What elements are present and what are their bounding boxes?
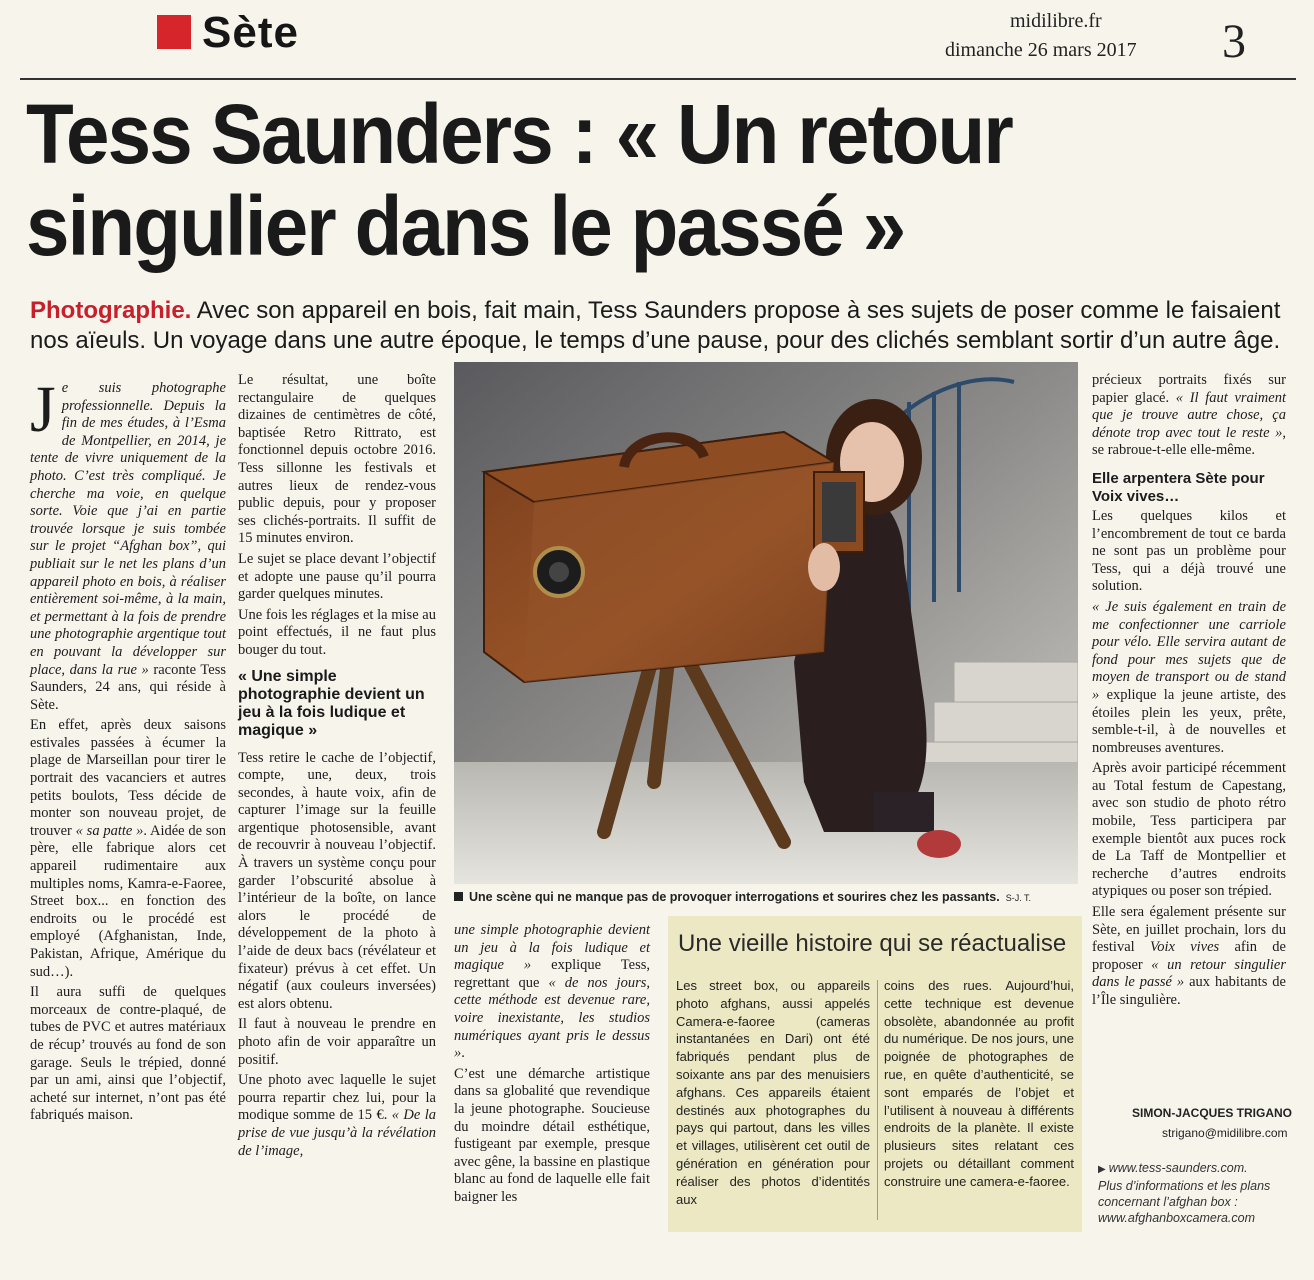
- headline-line-2: singulier dans le passé »: [26, 179, 905, 273]
- paragraph: Après avoir participé récemment au Total festum de Capestang, avec son studio de photo rétro mobile, Tess participera par exemple bientôt aux puces rock de La Taff de Montpellier et recherche d’autres endroits atypiques ou poser son trépied.: [1092, 760, 1286, 900]
- byline: SIMON-JACQUES TRIGANO: [1132, 1106, 1293, 1120]
- arrow-icon: ▶: [1098, 1164, 1106, 1175]
- column-5: [1092, 372, 1286, 1013]
- paragraph: Le sujet se place devant l’objectif et adopte une pause qu’il pourra garder quelques minutes.: [238, 550, 436, 603]
- caption-square-icon: [454, 892, 463, 901]
- headline: [26, 88, 1205, 272]
- paragraph: Une fois les réglages et la mise au point effectués, il ne faut plus bouger du tout.: [238, 606, 436, 658]
- standfirst-text: Avec son appareil en bois, fait main, Tess Saunders propose à ses sujets de poser comme le faisaient nos aïeuls. Un voyage dans une autre époque, le temps d’une pause, pour des clichés semblant sortir d’un autre âge.: [30, 297, 1281, 354]
- publication-date: dimanche 26 mars 2017: [945, 39, 1137, 61]
- paragraph: Tess retire le cache de l’objectif, compte, une, deux, trois secondes, à haute voix, afin de capturer l’image sur la feuille argentique photosensible, avant de recouvrir à nouveau l’objectif. À travers un système conçu pour garder l’obscurité absolue à l’intérieur de la boîte, on lance alors le procédé de développement de la photo à l’aide de deux bacs (révélateur et fixateur) prévus à cet effet. Un négatif (aux couleurs inversées) est alors obtenu.: [238, 749, 436, 1012]
- paragraph: Il faut à nouveau le prendre en photo afin de voir apparaître un positif.: [238, 1016, 436, 1068]
- dropcap: J: [30, 373, 56, 446]
- paragraph: « Je suis également en train de me confectionner une carriole pour vélo. Elle servira autant de fond pour mes sujets que de moyen de transport ou de stand » explique la jeune artiste, des étoiles plein les yeux, prête, semble-t-il, à de nouvelles et nombreuses aventures.: [1092, 598, 1286, 756]
- photo-credit: S-J. T.: [1005, 893, 1032, 903]
- paragraph: Les quelques kilos et l’encombrement de tout ce barda ne sont pas un problème pour Tess, qui a déjà trouvé une solution.: [1092, 507, 1286, 595]
- sidebar-column-2: coins des rues. Aujourd’hui, cette technique est devenue obsolète, abandonnée au profit du numérique. De nos jours, une poignée de photographes de rue, en quête d’authenticité, se sont emparés de l’objet et l’utilisent à nouveau à différents endroits de la planète. Il existe plusieurs sites relatant ces projets ou détaillant comment construire une camera-e-faoree.: [884, 978, 1074, 1189]
- section-marker: [157, 15, 191, 49]
- related-links: [1098, 1160, 1288, 1226]
- standfirst: [30, 296, 1294, 356]
- links-text: Plus d’informations et les plans concernant l’afghan box :: [1098, 1179, 1271, 1209]
- paragraph: Une photo avec laquelle le sujet pourra repartir chez lui, pour la modique somme de 15 €. « De la prise de vue jusqu’à la révélation de l’image,: [238, 1072, 436, 1159]
- paragraph: Le résultat, une boîte rectangulaire de quelques dizaines de centimètres de côté, baptisée Retro Rittrato, est fonctionnel depuis octobre 2016. Tess sillonne les festivals et autres lieux de rendez-vous public depuis, pour y proposer ses clichés-portraits. Il suffit de 15 minutes environ.: [238, 372, 436, 547]
- intro-quote: e suis photographe professionnelle. Depuis la fin de mes études, à l’Esma de Montpellier, en 2014, je tente de vivre uniquement de la photo. C’est très compliqué. Je cherche ma voie, en quelque sorte. Voie que j’ai en partie trouvée lorsque je suis tombée sur le projet “Afghan box”, qui publiait sur le net les plans d’un appareil photo en bois, à réaliser entièrement soi-même, à la main, et permettant à la fois de prendre une photographie argentique tout en pouvant la développer sur place, dans la rue »: [30, 380, 226, 678]
- section-name: Sète: [202, 8, 299, 57]
- link-afghanbox[interactable]: www.afghanboxcamera.com: [1098, 1211, 1256, 1225]
- photo-caption: Une scène qui ne manque pas de provoquer interrogations et sourires chez les passants. S-J. T.: [454, 890, 1080, 904]
- article-photo: [454, 362, 1078, 884]
- paragraph: une simple photographie devient un jeu à la fois ludique et magique » explique Tess, regrettant que « de nos jours, cette méthode est devenue rare, voire inexistante, les studios numériques ayant pris le dessus ».: [454, 922, 650, 1062]
- column-3: [454, 922, 650, 1210]
- kicker: Photographie.: [30, 297, 192, 324]
- site-name: midilibre.fr: [1010, 10, 1102, 32]
- page-number: 3: [1222, 15, 1246, 68]
- paragraph: C’est une démarche artistique dans sa globalité que revendique la jeune photographe. Soucieuse du moindre détail esthétique, fustigeant par exemple, presque avec gêne, la bassine en plastique blanc au fond de laquelle elle fait baigner les: [454, 1065, 650, 1205]
- sidebar-column-1: Les street box, ou appareils photo afghans, aussi appelés Camera-e-faoree (cameras instantanées en Dari) ont été fabriqués pendant plus de soixante ans par des menuisiers afghans. Ces appareils étaient destinés aux photographes du pays qui partout, dans les villes et villages, utilisèrent cet outil de génération en génération pour réaliser des photos d’identités aux: [676, 978, 870, 1207]
- paragraph: Elle sera également présente sur Sète, en juillet prochain, lors du festival Voix vives afin de proposer « un retour singulier dans le passé » aux habitants de l’Île singulière.: [1092, 904, 1286, 1008]
- intro-attribution: raconte Tess Saunders, 24 ans, qui réside à Sète.: [30, 661, 226, 713]
- column-1: [30, 373, 227, 1128]
- paragraph: Il aura suffi de quelques morceaux de contre-plaqué, de tubes de PVC et autres matériaux de récup’ trouvés au fond de son garage. Seuls le trépied, donné par un ami, ainsi que l’objectif, acheté sur internet, n’ont pas été fabriqués maison.: [30, 984, 226, 1124]
- pull-quote-heading: « Une simple photographie devient un jeu à la fois ludique et magique »: [238, 667, 425, 739]
- subheading: Elle arpentera Sète pour Voix vives…: [1092, 469, 1265, 505]
- sidebar-divider: [877, 980, 878, 1220]
- column-2: [238, 372, 436, 1163]
- photo-camera-woman: [454, 362, 1078, 884]
- paragraph: En effet, après deux saisons estivales passées à écumer la plage de Marseillan pour tirer le portrait des vacanciers et autres petits boulots, Tess décide de monter son nouveau projet, de trouver « sa patte ». Aidée de son père, elle fabrique alors cet appareil rudimentaire aux multiples noms, Kamra-e-Faoree, Street box... en fonction des endroits ou le procédé est employé (Afghanistan, Inde, Pakistan, Afrique, Amérique du sud…).: [30, 717, 227, 980]
- paragraph: précieux portraits fixés sur papier glacé. « Il faut vraiment que je trouve autre chose, ça dénote trop avec tout le reste », se rabroue-t-elle elle-même.: [1092, 372, 1286, 459]
- headline-line-1: Tess Saunders : « Un retour: [26, 87, 1012, 181]
- header-rule: [20, 78, 1296, 80]
- sidebar-title: Une vieille histoire qui se réactualise: [678, 930, 1067, 957]
- author-email: strigano@midilibre.com: [1162, 1126, 1288, 1140]
- link-website[interactable]: www.tess-saunders.com.: [1108, 1161, 1248, 1175]
